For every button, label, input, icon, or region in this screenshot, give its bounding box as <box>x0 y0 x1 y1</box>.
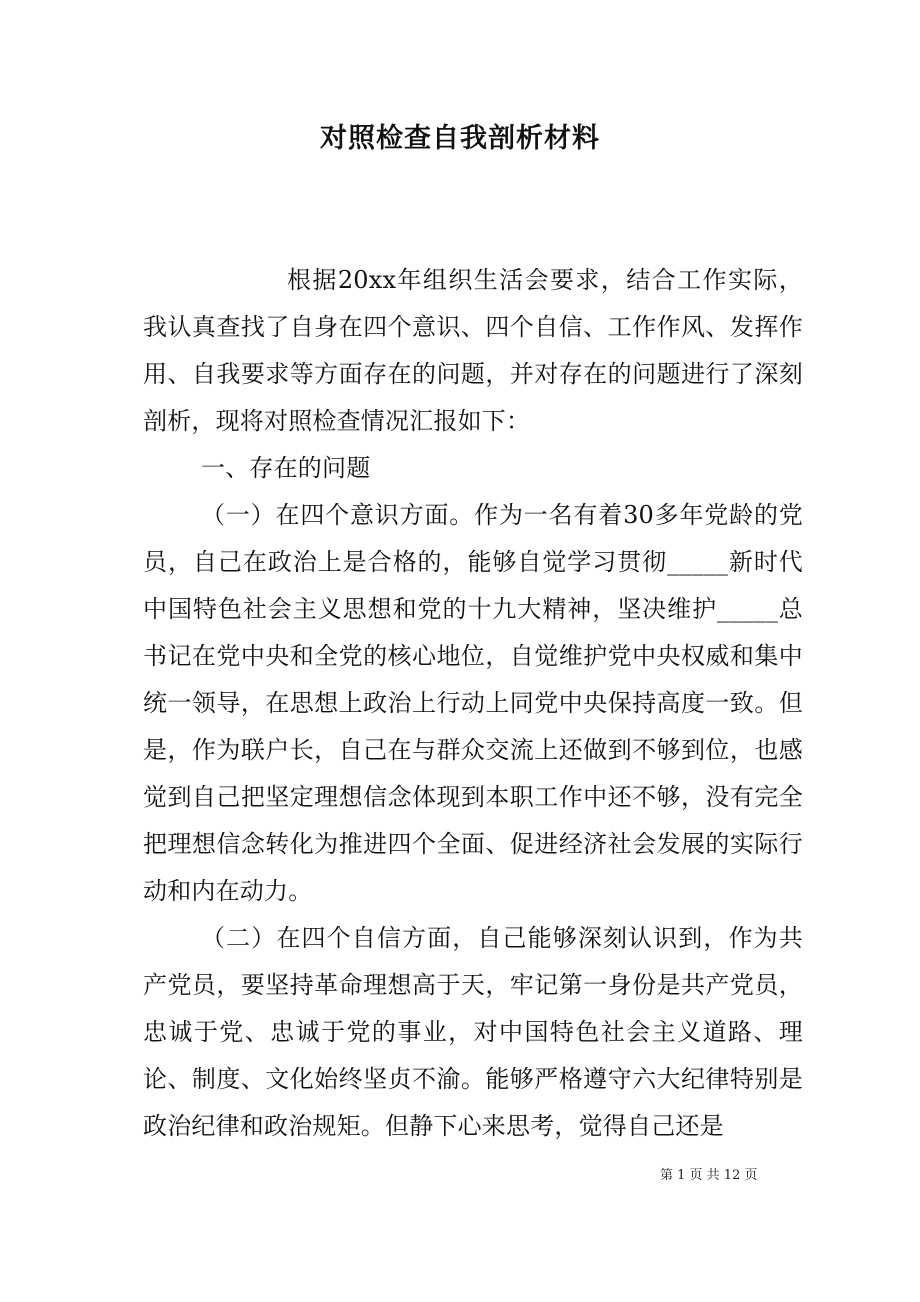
paragraph-four-consciousness: （一）在四个意识方面。作为一名有着30多年党龄的党员，自己在政治上是合格的，能够自觉学习贯彻_____新时代中国特色社会主义思想和党的十九大精神，坚决维护_____总书记在党中央和全党的核心地位，自觉维护党中央权威和集中统一领导，在思想上政治上行动上同党中央保持高度一致。但是，作为联户长，自己在与群众交流上还做到不够到位，也感觉到自己把坚定理想信念体现到本职工作中还不够，没有完全把理想信念转化为推进四个全面、促进经济社会发展的实际行动和内在动力。 <box>143 501 803 905</box>
document-body <box>143 257 803 1150</box>
paragraph-intro: 根据20xx年组织生活会要求，结合工作实际，我认真查找了自身在四个意识、四个自信、工作作风、发挥作用、自我要求等方面存在的问题，并对存在的问题进行了深刻剖析，现将对照检查情况汇报如下： <box>143 266 803 435</box>
page-number-footer: 第 1 页 共 12 页 <box>660 1168 758 1183</box>
section-heading-problems: 一、存在的问题 <box>201 454 371 482</box>
paragraph-four-confidence: （二）在四个自信方面，自己能够深刻认识到，作为共产党员，要坚持革命理想高于天，牢记第一身份是共产党员，忠诚于党、忠诚于党的事业，对中国特色社会主义道路、理论、制度、文化始终坚贞不渝。能够严格遵守六大纪律特别是政治纪律和政治规矩。但静下心来思考，觉得自己还是 <box>143 924 803 1140</box>
document-title: 对照检查自我剖析材料 <box>320 123 600 154</box>
